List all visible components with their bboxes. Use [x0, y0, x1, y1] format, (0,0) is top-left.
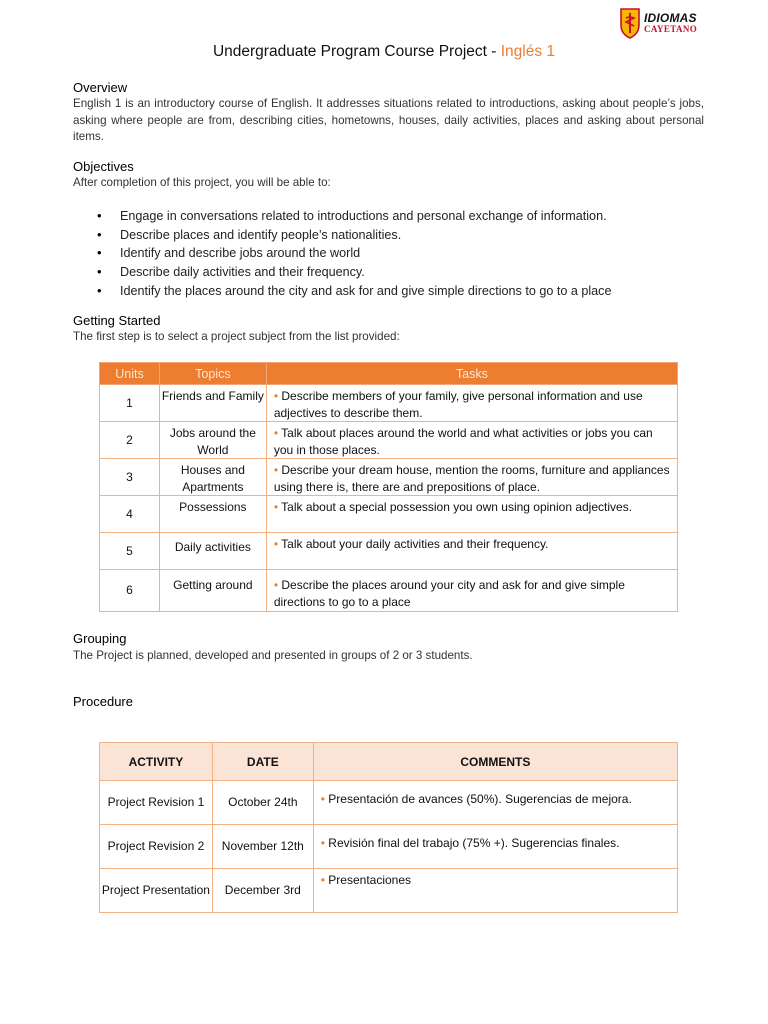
- table-row: [100, 459, 678, 496]
- table-row: [100, 385, 678, 422]
- topic-cell: Friends and Family: [159, 385, 266, 422]
- topic-cell: Houses and Apartments: [159, 459, 266, 496]
- idiomas-cayetano-logo: [619, 6, 709, 40]
- list-item: • Engage in conversations related to introductions and personal exchange of information.: [73, 207, 611, 226]
- date-cell: November 12th: [212, 825, 313, 869]
- activity-cell: Project Revision 1: [100, 781, 213, 825]
- logo-wordmark-bottom: CAYETANO: [644, 24, 698, 34]
- table-row: [100, 496, 678, 533]
- bullet-icon: •: [320, 792, 329, 806]
- task-text: Talk about your daily activities and their frequency.: [281, 537, 549, 551]
- procedure-table: [99, 742, 678, 913]
- comment-text: Presentación de avances (50%). Sugerencias de mejora.: [328, 792, 632, 806]
- comment-text: Revisión final del trabajo (75% +). Sugerencias finales.: [328, 836, 620, 850]
- task-cell: [266, 385, 677, 422]
- unit-cell: 1: [100, 385, 160, 422]
- unit-cell: 3: [100, 459, 160, 496]
- task-text: Talk about a special possession you own using opinion adjectives.: [281, 500, 633, 514]
- task-text: Describe members of your family, give personal information and use adjectives to describe them.: [273, 389, 643, 420]
- overview-text: English 1 is an introductory course of English. It addresses situations related to introductions, asking about people’s jobs, asking where people are from, describing cities, hometowns, houses, daily activities, places and asking about personal items.: [73, 97, 704, 143]
- table-row: [100, 533, 678, 570]
- task-text: Describe the places around your city and ask for and give simple directions to go to a place: [273, 578, 625, 609]
- comment-cell: [313, 869, 677, 913]
- task-cell: [266, 533, 677, 570]
- column-header-units: Units: [100, 363, 160, 385]
- bullet-icon: •: [273, 389, 282, 403]
- date-cell: October 24th: [212, 781, 313, 825]
- topic-cell: Getting around: [159, 570, 266, 612]
- title-accent: Inglés 1: [500, 43, 556, 60]
- comment-cell: [313, 781, 677, 825]
- unit-cell: 4: [100, 496, 160, 533]
- task-text: Describe your dream house, mention the rooms, furniture and appliances using there is, there are and prepositions of place.: [273, 463, 670, 494]
- procedure-heading: Procedure: [73, 694, 133, 709]
- bullet-icon: •: [273, 537, 282, 551]
- task-cell: [266, 422, 677, 459]
- objectives-intro: After completion of this project, you will be able to:: [73, 176, 331, 189]
- bullet-icon: •: [320, 836, 329, 850]
- comment-cell: [313, 825, 677, 869]
- column-header-activity: ACTIVITY: [100, 743, 213, 781]
- logo-wordmark-top: IDIOMAS: [644, 11, 697, 25]
- comment-text: Presentaciones: [328, 873, 412, 887]
- table-row: [100, 781, 678, 825]
- objectives-list: [73, 207, 611, 301]
- topic-cell: Jobs around the World: [159, 422, 266, 459]
- objectives-heading: Objectives: [73, 159, 134, 174]
- shield-logo-icon: [619, 7, 641, 39]
- list-item: • Describe daily activities and their frequency.: [73, 263, 611, 282]
- bullet-icon: •: [273, 463, 282, 477]
- topic-cell: Daily activities: [159, 533, 266, 570]
- topic-cell: Possessions: [159, 496, 266, 533]
- task-cell: [266, 496, 677, 533]
- unit-cell: 2: [100, 422, 160, 459]
- activity-cell: Project Presentation: [100, 869, 213, 913]
- date-cell: December 3rd: [212, 869, 313, 913]
- column-header-topics: Topics: [159, 363, 266, 385]
- getting-started-intro: The first step is to select a project subject from the list provided:: [73, 330, 400, 343]
- title-main: Undergraduate Program Course Project -: [212, 43, 501, 60]
- grouping-heading: Grouping: [73, 631, 127, 646]
- table-row: [100, 869, 678, 913]
- grouping-text: The Project is planned, developed and presented in groups of 2 or 3 students.: [73, 649, 473, 662]
- bullet-icon: •: [273, 426, 282, 440]
- bullet-icon: •: [320, 873, 329, 887]
- bullet-icon: •: [273, 500, 282, 514]
- column-header-tasks: Tasks: [266, 363, 677, 385]
- table-row: [100, 570, 678, 612]
- page-title: [0, 43, 768, 61]
- table-row: [100, 422, 678, 459]
- task-cell: [266, 459, 677, 496]
- unit-cell: 6: [100, 570, 160, 612]
- table-header-row: [100, 743, 678, 781]
- table-row: [100, 825, 678, 869]
- column-header-date: DATE: [212, 743, 313, 781]
- bullet-icon: •: [273, 578, 282, 592]
- list-item: • Identify the places around the city and ask for and give simple directions to go to a place: [73, 282, 611, 301]
- task-text: Talk about places around the world and what activities or jobs you can you in those places.: [273, 426, 653, 457]
- task-cell: [266, 570, 677, 612]
- unit-cell: 5: [100, 533, 160, 570]
- list-item: • Describe places and identify people’s nationalities.: [73, 226, 611, 245]
- list-item: • Identify and describe jobs around the world: [73, 244, 611, 263]
- column-header-comments: COMMENTS: [313, 743, 677, 781]
- getting-started-heading: Getting Started: [73, 313, 161, 328]
- overview-heading: Overview: [73, 80, 128, 95]
- activity-cell: Project Revision 2: [100, 825, 213, 869]
- table-header-row: [100, 363, 678, 385]
- units-table: [99, 362, 678, 612]
